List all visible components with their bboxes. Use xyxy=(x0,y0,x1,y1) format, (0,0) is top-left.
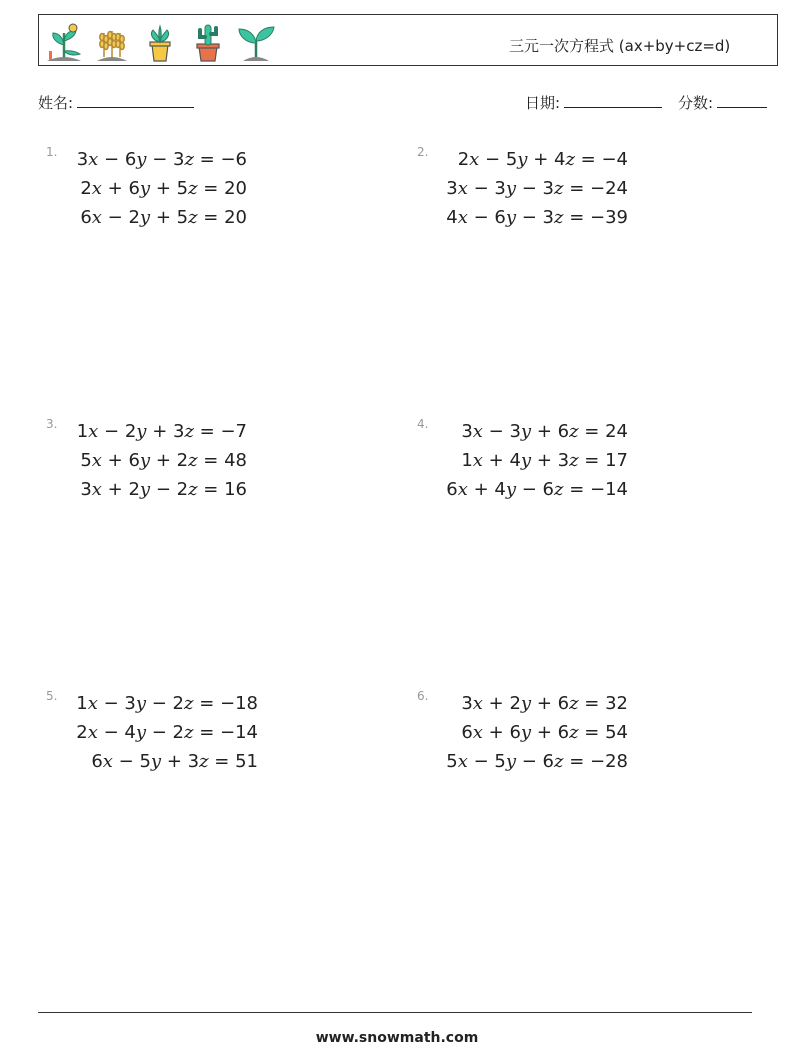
equation xyxy=(76,174,247,203)
equation-term: + 5 xyxy=(150,178,189,199)
equation-term: 3 xyxy=(461,693,473,714)
potted-plant-icon xyxy=(139,21,181,63)
worksheet-title: 三元一次方程式 (ax+by+cz=d) xyxy=(509,37,731,55)
variable: y xyxy=(520,722,532,743)
equation xyxy=(76,718,258,747)
equation-term: + 3 xyxy=(531,450,570,471)
equation xyxy=(446,145,628,174)
variable: x xyxy=(91,479,102,500)
variable: y xyxy=(520,693,532,714)
variable: z xyxy=(569,722,579,743)
equation-term: 2 xyxy=(76,722,88,743)
variable: z xyxy=(184,722,194,743)
equation-term: 4 xyxy=(446,207,458,228)
equation xyxy=(446,203,628,232)
equation-term: + 4 xyxy=(467,479,506,500)
variable: y xyxy=(150,751,162,772)
equation-term: + 6 xyxy=(101,178,140,199)
variable: z xyxy=(184,149,194,170)
equation-term: − 2 xyxy=(101,207,140,228)
equation xyxy=(446,174,628,203)
variable: x xyxy=(102,751,113,772)
plant-sprout-icon xyxy=(43,21,85,63)
date-label: 日期: xyxy=(525,94,561,112)
variable: y xyxy=(139,450,151,471)
equation-term: 2 xyxy=(80,178,92,199)
problem-number: 6. xyxy=(417,689,429,703)
equation-term: − 5 xyxy=(467,751,506,772)
equation xyxy=(446,718,628,747)
score-label: 分数: xyxy=(678,94,714,112)
variable: z xyxy=(565,149,575,170)
variable: z xyxy=(188,479,198,500)
problem-number: 2. xyxy=(417,145,429,159)
equation-term: = −6 xyxy=(193,149,247,170)
variable: z xyxy=(188,178,198,199)
equation-system xyxy=(76,145,247,232)
equation-term: 3 xyxy=(446,178,458,199)
footer-divider xyxy=(38,1012,752,1013)
name-field xyxy=(38,92,194,113)
equation-term: − 5 xyxy=(112,751,151,772)
equation-term: − 3 xyxy=(516,207,554,228)
variable: x xyxy=(472,421,483,442)
equation-term: + 6 xyxy=(531,421,570,442)
variable: z xyxy=(554,207,564,228)
variable: y xyxy=(136,421,147,442)
variable: x xyxy=(91,207,102,228)
date-field xyxy=(525,92,662,113)
equation-term: = −39 xyxy=(563,207,628,228)
equation xyxy=(76,475,247,504)
variable: y xyxy=(505,751,517,772)
equation-term: − 6 xyxy=(516,479,554,500)
variable: x xyxy=(472,722,483,743)
equation-term: 5 xyxy=(446,751,458,772)
equation-term: = 24 xyxy=(578,421,628,442)
variable: x xyxy=(91,178,102,199)
equation-term: − 3 xyxy=(467,178,506,199)
wheat-icon xyxy=(91,21,133,63)
variable: y xyxy=(135,722,147,743)
equation-term: = −14 xyxy=(563,479,628,500)
equation-system xyxy=(76,417,247,504)
equation-term: = 16 xyxy=(197,479,247,500)
variable: x xyxy=(472,450,483,471)
equation-term: 1 xyxy=(76,421,89,442)
variable: y xyxy=(520,450,532,471)
equation-term: + 6 xyxy=(101,450,140,471)
equation xyxy=(446,747,628,776)
equation xyxy=(446,446,628,475)
problem-number: 5. xyxy=(46,689,58,703)
variable: x xyxy=(87,693,98,714)
problem-number: 3. xyxy=(46,417,58,431)
variable: y xyxy=(136,149,147,170)
equation-term: + 6 xyxy=(482,722,521,743)
problem-number: 1. xyxy=(46,145,58,159)
equation-term: = 20 xyxy=(197,207,247,228)
equation-term: = −7 xyxy=(193,421,247,442)
variable: z xyxy=(554,751,564,772)
equation-term: + 6 xyxy=(531,693,570,714)
variable: x xyxy=(457,479,468,500)
variable: y xyxy=(139,207,151,228)
variable: x xyxy=(457,751,468,772)
equation-term: − 2 xyxy=(146,722,184,743)
equation-term: + 6 xyxy=(531,722,570,743)
equation-term: − 6 xyxy=(98,149,137,170)
footer-website: www.snowmath.com xyxy=(315,1030,479,1046)
variable: z xyxy=(569,450,579,471)
equation-term: + 3 xyxy=(161,751,200,772)
variable: y xyxy=(520,421,532,442)
equation-system xyxy=(446,145,628,232)
variable: y xyxy=(139,178,151,199)
equation-term: = 32 xyxy=(578,693,628,714)
variable: y xyxy=(505,207,517,228)
variable: y xyxy=(505,178,517,199)
variable: z xyxy=(569,693,579,714)
equation-term: + 3 xyxy=(146,421,185,442)
equation-term: − 3 xyxy=(482,421,521,442)
variable: z xyxy=(569,421,579,442)
equation-term: 6 xyxy=(461,722,473,743)
equation-system xyxy=(76,689,258,776)
equation-term: 3 xyxy=(80,479,92,500)
variable: z xyxy=(184,693,194,714)
equation-term: + 2 xyxy=(101,479,140,500)
variable: x xyxy=(457,178,468,199)
variable: z xyxy=(188,450,198,471)
equation-term: + 4 xyxy=(527,149,566,170)
equation-term: − 3 xyxy=(97,693,136,714)
equation-term: = 51 xyxy=(208,751,258,772)
equation-term: = −14 xyxy=(193,722,258,743)
equation-system xyxy=(446,417,628,504)
problem-number: 4. xyxy=(417,417,429,431)
equation-term: 2 xyxy=(457,149,470,170)
name-blank[interactable] xyxy=(77,93,194,108)
variable: x xyxy=(88,149,99,170)
variable: y xyxy=(139,479,151,500)
equation-term: 6 xyxy=(446,479,458,500)
variable: z xyxy=(188,207,198,228)
variable: x xyxy=(472,693,483,714)
equation xyxy=(76,446,247,475)
variable: x xyxy=(91,450,102,471)
variable: z xyxy=(199,751,209,772)
score-blank[interactable] xyxy=(717,93,767,108)
equation xyxy=(76,145,247,174)
equation xyxy=(446,475,628,504)
equation-term: = 54 xyxy=(578,722,628,743)
equation-term: + 4 xyxy=(482,450,521,471)
header-icons xyxy=(43,21,277,63)
equation-term: = 20 xyxy=(197,178,247,199)
variable: z xyxy=(554,178,564,199)
equation xyxy=(446,689,628,718)
equation xyxy=(76,203,247,232)
equation-term: = 17 xyxy=(578,450,628,471)
cactus-icon xyxy=(187,21,229,63)
name-label: 姓名: xyxy=(38,94,74,112)
score-field xyxy=(678,92,767,113)
equation-term: 6 xyxy=(91,751,103,772)
equation xyxy=(76,747,258,776)
variable: y xyxy=(517,149,528,170)
equation-term: + 2 xyxy=(482,693,521,714)
variable: x xyxy=(457,207,468,228)
equation-term: = −4 xyxy=(574,149,628,170)
equation-term: − 5 xyxy=(479,149,518,170)
variable: z xyxy=(554,479,564,500)
equation-term: − 2 xyxy=(150,479,189,500)
seedling-icon xyxy=(235,21,277,63)
equation-term: − 3 xyxy=(146,149,185,170)
equation-term: 1 xyxy=(76,693,88,714)
worksheet-header xyxy=(38,14,778,66)
equation-term: − 6 xyxy=(516,751,554,772)
equation-term: − 4 xyxy=(97,722,136,743)
equation xyxy=(446,417,628,446)
equation-term: = −28 xyxy=(563,751,628,772)
variable: z xyxy=(184,421,194,442)
equation xyxy=(76,417,247,446)
variable: x xyxy=(87,722,98,743)
date-blank[interactable] xyxy=(564,93,662,108)
equation-term: + 5 xyxy=(150,207,189,228)
equation xyxy=(76,689,258,718)
equation-term: = 48 xyxy=(197,450,247,471)
equation-term: 5 xyxy=(80,450,92,471)
equation-system xyxy=(446,689,628,776)
equation-term: 1 xyxy=(461,450,473,471)
equation-term: = −18 xyxy=(193,693,258,714)
variable: x xyxy=(88,421,99,442)
equation-term: 3 xyxy=(76,149,89,170)
equation-term: 6 xyxy=(80,207,92,228)
equation-term: = −24 xyxy=(563,178,628,199)
variable: y xyxy=(135,693,147,714)
equation-term: 3 xyxy=(461,421,473,442)
equation-term: − 3 xyxy=(516,178,554,199)
equation-term: + 2 xyxy=(150,450,189,471)
equation-term: − 2 xyxy=(146,693,184,714)
equation-term: − 6 xyxy=(467,207,506,228)
equation-term: − 2 xyxy=(98,421,137,442)
variable: x xyxy=(469,149,480,170)
variable: y xyxy=(505,479,517,500)
